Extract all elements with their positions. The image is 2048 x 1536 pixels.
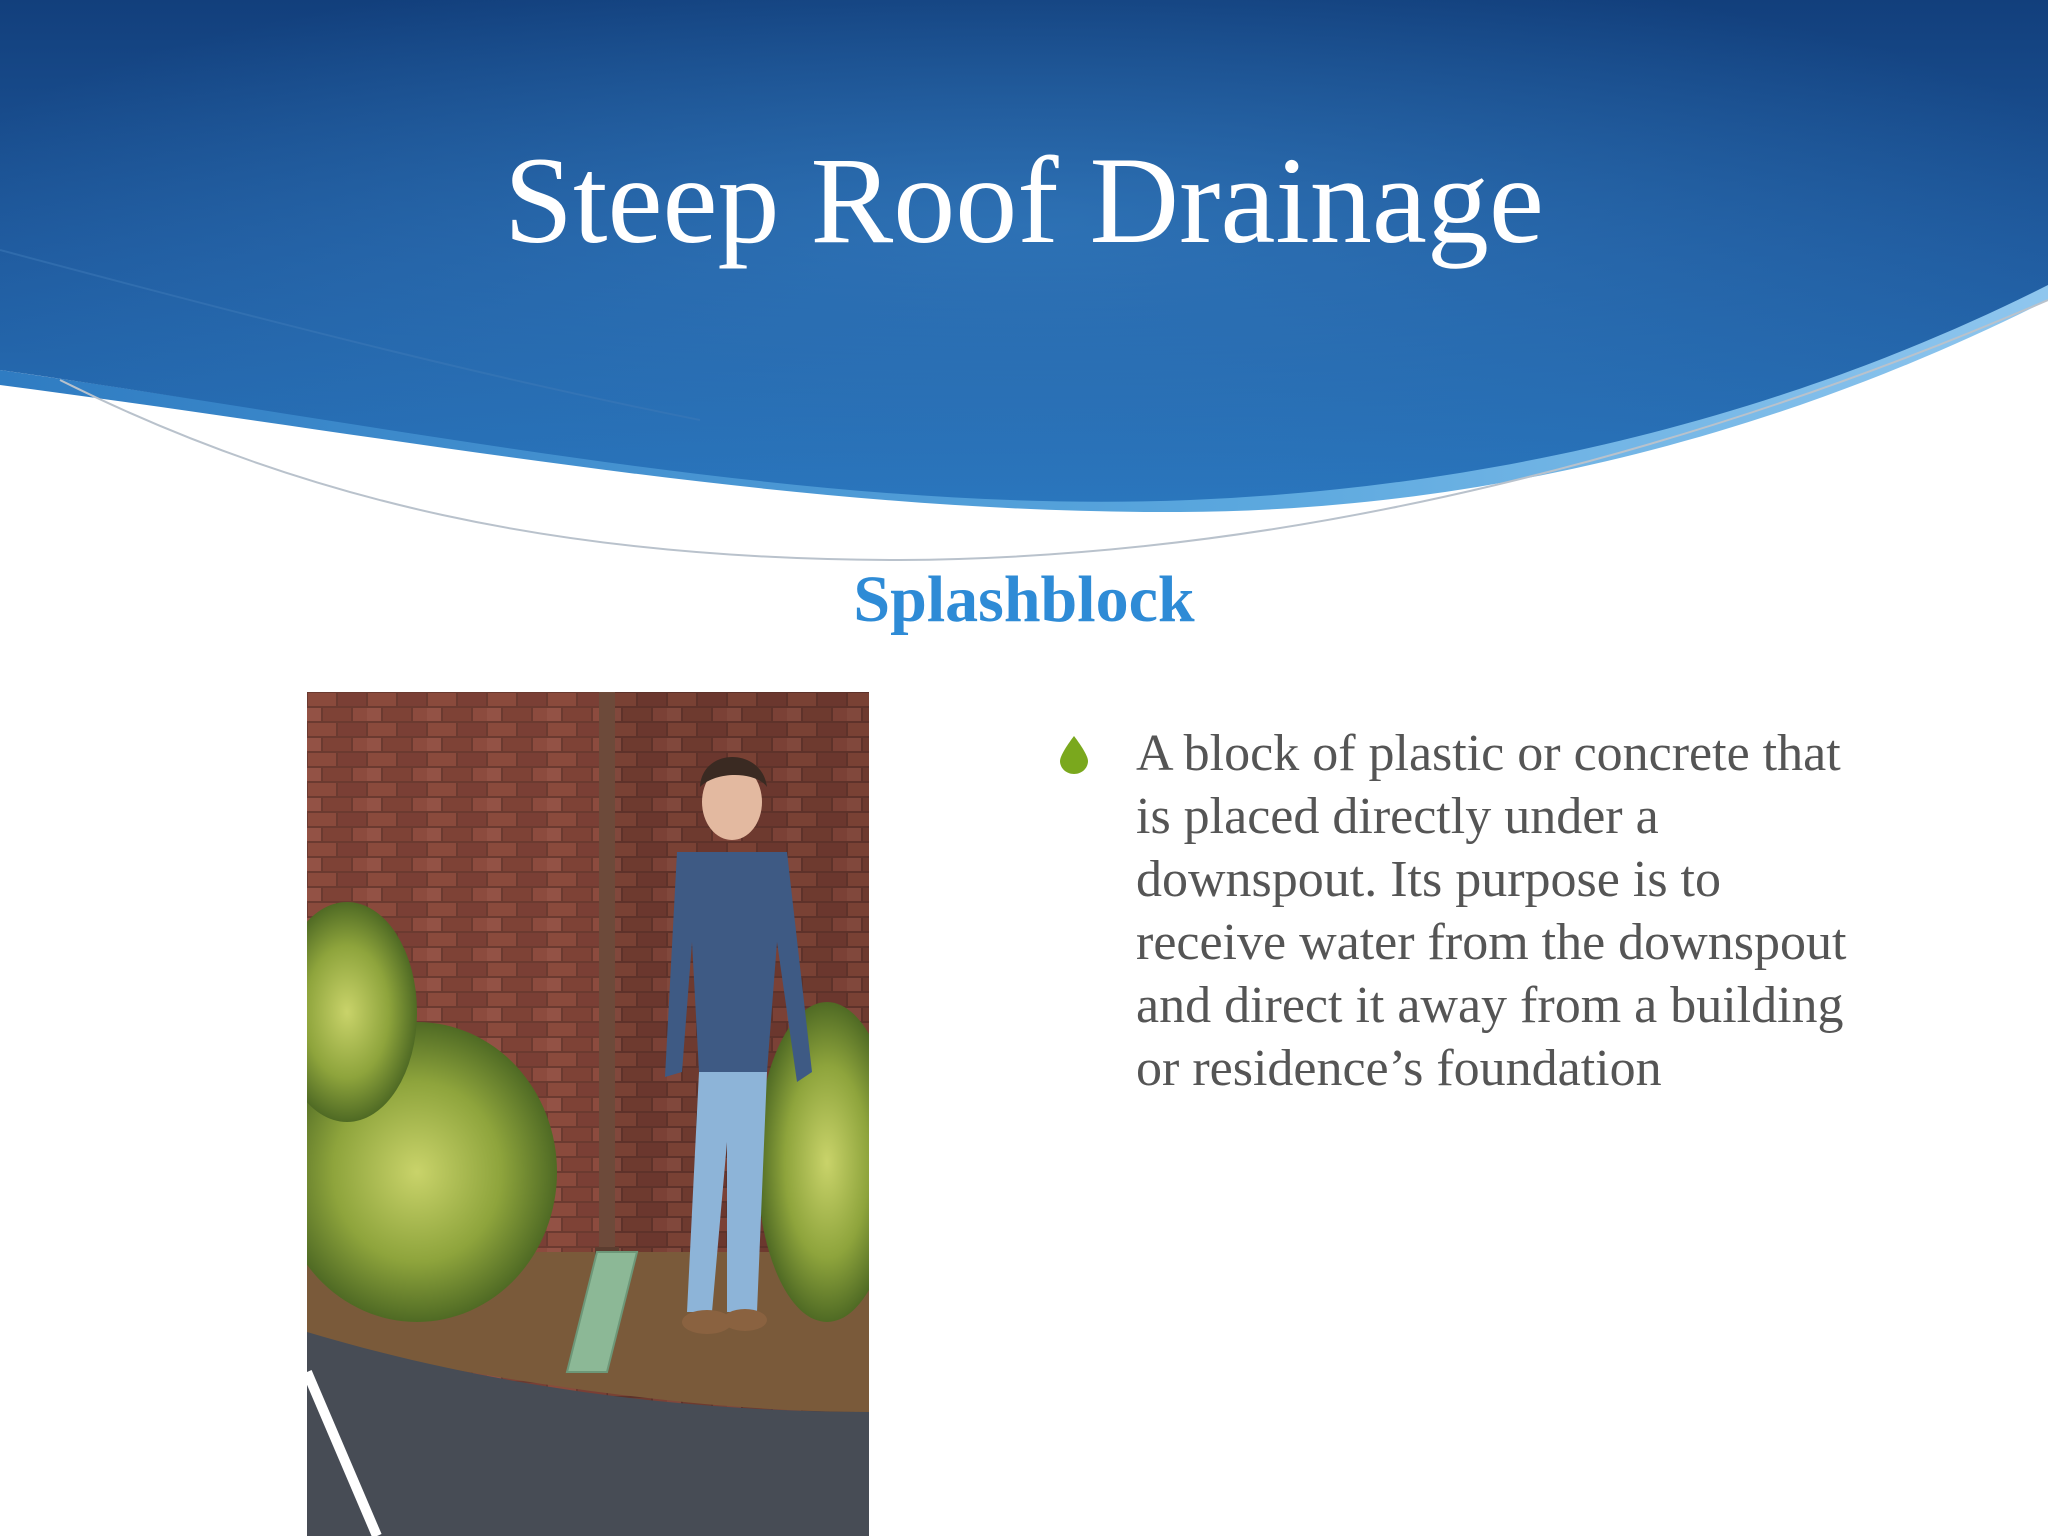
bullet-item: A block of plastic or concrete that is placed directly under a downspout. Its purpose is to receive water from the downspout and direct it away from a building or residence’s foundation [1136,725,1847,1097]
water-drop-icon [1060,736,1088,774]
slide-subtitle: Splashblock [853,563,1195,636]
splashblock-photo [307,692,869,1536]
slide-title: Steep Roof Drainage [504,132,1544,269]
header-wave-background [0,0,2048,600]
